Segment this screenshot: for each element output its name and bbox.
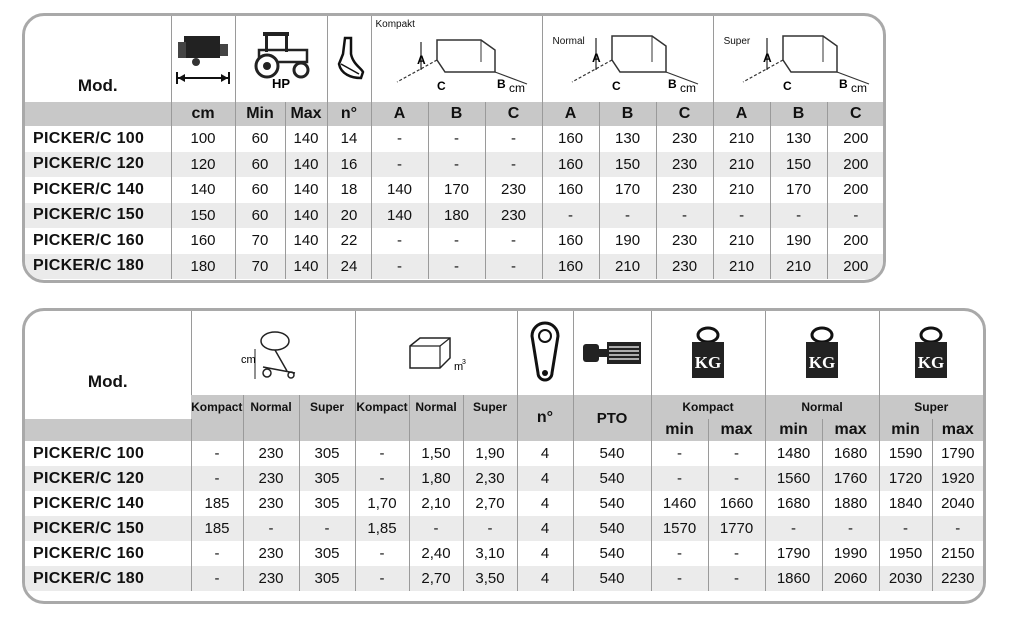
table-cell: 1,90 [463, 441, 517, 466]
table-cell: 170 [599, 177, 656, 203]
table-cell: - [708, 441, 765, 466]
table-cell: - [428, 126, 485, 152]
mower-width-icon [174, 28, 232, 90]
table-cell: 1,85 [355, 516, 409, 541]
collector-box-icon [548, 24, 708, 94]
subheader-cell: Normal [765, 395, 879, 419]
table-cell: 230 [243, 441, 299, 466]
subheader-cell: Min [235, 102, 285, 126]
table-cell: 16 [327, 152, 371, 178]
table-row [25, 152, 884, 178]
table-cell: 210 [713, 126, 770, 152]
table-cell: 230 [243, 491, 299, 516]
svg-text:A: A [591, 51, 601, 65]
table-cell: 230 [243, 466, 299, 491]
subheader-cell: B [770, 102, 827, 126]
table-cell: - [428, 228, 485, 254]
table-cell: 160 [171, 228, 235, 254]
table-cell: 140 [371, 203, 428, 229]
table-cell: 60 [235, 203, 285, 229]
weight-super-header [879, 311, 983, 395]
table-cell: 200 [827, 152, 884, 178]
model-name: PICKER/C 140 [33, 180, 145, 198]
lift-height-icon [233, 323, 313, 383]
table-cell: 1680 [822, 441, 879, 466]
table-cell: - [708, 541, 765, 566]
kompakt-header [371, 16, 542, 102]
table-cell: 120 [171, 152, 235, 178]
table-cell: 170 [770, 177, 827, 203]
weight-kg-icon [802, 326, 842, 380]
volume-header [355, 311, 517, 395]
table-cell: 210 [713, 177, 770, 203]
table-cell: 1,50 [409, 441, 463, 466]
table-row [25, 516, 983, 541]
table-cell: 3,50 [463, 566, 517, 591]
subheader-cell: Super [879, 395, 983, 419]
table-cell: 180 [428, 203, 485, 229]
pto-shaft-icon [581, 338, 643, 368]
model-name: PICKER/C 160 [33, 231, 145, 249]
table-cell: 200 [827, 126, 884, 152]
table-cell: - [355, 466, 409, 491]
model-name: PICKER/C 120 [25, 152, 171, 178]
specs-table-bottom [22, 308, 986, 604]
table-cell: 160 [542, 228, 599, 254]
table-row [25, 177, 884, 203]
table-cell: 170 [428, 177, 485, 203]
table-cell: - [485, 126, 542, 152]
table-cell: 60 [235, 177, 285, 203]
model-name: PICKER/C 180 [25, 566, 191, 591]
table-cell: 230 [656, 254, 713, 280]
subheader-cell: Kompact [355, 395, 409, 419]
table-cell: 1990 [822, 541, 879, 566]
table-cell: 210 [599, 254, 656, 280]
table-cell: 4 [517, 441, 573, 466]
table-cell: - [355, 441, 409, 466]
table-cell: 1950 [879, 541, 932, 566]
table-cell: - [371, 228, 428, 254]
capacity-weight-table [25, 311, 983, 591]
svg-text:B: B [496, 77, 506, 91]
svg-text:3: 3 [462, 359, 466, 366]
table-cell: - [428, 152, 485, 178]
table-cell: 20 [327, 203, 371, 229]
svg-text:A: A [416, 53, 426, 67]
table-cell: - [765, 516, 822, 541]
model-name: PICKER/C 100 [33, 444, 145, 462]
table-cell: 1790 [932, 441, 983, 466]
table-cell: 60 [235, 126, 285, 152]
table-cell: 60 [235, 152, 285, 178]
table-cell: 540 [573, 566, 651, 591]
table-cell: 150 [599, 152, 656, 178]
table-cell: 540 [573, 491, 651, 516]
table-cell: 230 [243, 566, 299, 591]
volume-box-icon [396, 328, 476, 378]
subheader-cell: Super [463, 395, 517, 419]
weight-kg-icon [688, 326, 728, 380]
table-cell: 160 [542, 177, 599, 203]
table-cell: - [713, 203, 770, 229]
model-name: PICKER/C 150 [25, 516, 191, 541]
table-cell: 190 [599, 228, 656, 254]
table-cell: 140 [285, 228, 327, 254]
svg-text:KG: KG [808, 353, 836, 372]
table-cell: - [656, 203, 713, 229]
collector-box-icon [377, 24, 537, 94]
group-kompakt-label: Kompakt [375, 19, 415, 30]
table-cell: 4 [517, 566, 573, 591]
table-cell: - [651, 566, 708, 591]
specs-table-top [22, 13, 886, 283]
table-cell: 305 [299, 541, 355, 566]
table-cell: 1480 [765, 441, 822, 466]
table-cell: 1460 [651, 491, 708, 516]
table-row [25, 228, 884, 254]
subheader-cell: Normal [243, 395, 299, 419]
subheader-cell: PTO [573, 395, 651, 441]
subheader-cell: A [542, 102, 599, 126]
table-cell: 2,40 [409, 541, 463, 566]
svg-text:KG: KG [694, 353, 722, 372]
svg-text:cm: cm [241, 354, 256, 366]
table-cell: - [879, 516, 932, 541]
table-cell: 160 [542, 152, 599, 178]
table-cell: 1680 [765, 491, 822, 516]
table-cell: - [299, 516, 355, 541]
table-cell: 1920 [932, 466, 983, 491]
table1-body [25, 126, 884, 279]
table-cell: - [708, 566, 765, 591]
table-cell: 150 [171, 203, 235, 229]
table-cell: 210 [713, 254, 770, 280]
svg-text:C: C [436, 79, 446, 93]
table-cell: 4 [517, 491, 573, 516]
table-cell: - [827, 203, 884, 229]
subheader-cell: Normal [409, 395, 463, 419]
tractor-icon [245, 28, 317, 90]
table-cell: 1760 [822, 466, 879, 491]
svg-text:A: A [762, 51, 772, 65]
table-cell: 1860 [765, 566, 822, 591]
subheader-cell: max [708, 419, 765, 441]
table-cell: - [932, 516, 983, 541]
table-cell: 160 [542, 254, 599, 280]
table-cell: 200 [827, 177, 884, 203]
table-cell: 2060 [822, 566, 879, 591]
table-cell: 540 [573, 466, 651, 491]
subheader-cell: C [827, 102, 884, 126]
table-cell: 2,70 [463, 491, 517, 516]
table-cell: 70 [235, 254, 285, 280]
subheader-cell: A [713, 102, 770, 126]
mod-header: Mod. [77, 76, 118, 95]
weight-normal-header [765, 311, 879, 395]
subheader-cell: C [656, 102, 713, 126]
table-cell: 210 [713, 152, 770, 178]
table-cell: 14 [327, 126, 371, 152]
model-name: PICKER/C 160 [33, 544, 145, 562]
table-cell: 230 [243, 541, 299, 566]
belt-pulley-icon [528, 319, 562, 387]
table-cell: 305 [299, 441, 355, 466]
table-cell: 1770 [708, 516, 765, 541]
table-cell: - [485, 152, 542, 178]
table-cell: 540 [573, 541, 651, 566]
table-cell: 140 [285, 177, 327, 203]
table2-body [25, 441, 983, 591]
table-cell: - [822, 516, 879, 541]
subheader-cell: A [371, 102, 428, 126]
table-cell: - [371, 152, 428, 178]
table-row [25, 541, 983, 566]
table-cell: 140 [171, 177, 235, 203]
subheader-cell: cm [171, 102, 235, 126]
table-cell: 4 [517, 466, 573, 491]
normal-header [542, 16, 713, 102]
table-cell: 140 [285, 152, 327, 178]
table-cell: 305 [299, 566, 355, 591]
table-cell: 130 [599, 126, 656, 152]
subheader-cell: B [428, 102, 485, 126]
subheader-cell: B [599, 102, 656, 126]
subheader-cell: max [932, 419, 983, 441]
table-cell: 4 [517, 516, 573, 541]
subheader-cell: Kompact [651, 395, 765, 419]
table-cell: 210 [770, 254, 827, 280]
table-cell: 160 [542, 126, 599, 152]
table-cell: 1,70 [355, 491, 409, 516]
pto-header [573, 311, 651, 395]
table-cell: 1880 [822, 491, 879, 516]
table-cell: - [243, 516, 299, 541]
table-cell: - [463, 516, 517, 541]
table-cell: - [409, 516, 463, 541]
table-cell: 230 [656, 152, 713, 178]
svg-text:cm: cm [850, 81, 867, 94]
table-row [25, 441, 983, 466]
table-cell: - [651, 441, 708, 466]
svg-text:B: B [838, 77, 848, 91]
table-cell: - [191, 566, 243, 591]
table-cell: - [355, 566, 409, 591]
table-cell: 540 [573, 441, 651, 466]
blade-icon [331, 34, 367, 84]
table-cell: 230 [656, 228, 713, 254]
table-cell: - [355, 541, 409, 566]
svg-text:C: C [782, 79, 792, 93]
table-cell: 230 [485, 203, 542, 229]
svg-text:m: m [454, 361, 464, 373]
table-cell: 2230 [932, 566, 983, 591]
svg-text:B: B [667, 77, 677, 91]
table-cell: - [708, 466, 765, 491]
table-cell: 100 [171, 126, 235, 152]
table-cell: 140 [285, 126, 327, 152]
svg-text:C: C [611, 79, 621, 93]
table-cell: 230 [485, 177, 542, 203]
table-cell: - [485, 228, 542, 254]
subheader-row-2 [25, 419, 983, 441]
svg-text:cm: cm [508, 81, 525, 94]
table-cell: 2,10 [409, 491, 463, 516]
table-cell: 230 [656, 126, 713, 152]
table-cell: 140 [371, 177, 428, 203]
table-cell: - [191, 441, 243, 466]
subheader-row [25, 102, 884, 126]
model-name: PICKER/C 120 [25, 466, 191, 491]
table-cell: 1840 [879, 491, 932, 516]
table-cell: - [542, 203, 599, 229]
width-header [171, 16, 235, 102]
table-cell: 2,30 [463, 466, 517, 491]
collector-box-icon [719, 24, 879, 94]
table-cell: - [599, 203, 656, 229]
table-cell: 210 [713, 228, 770, 254]
table-cell: 185 [191, 491, 243, 516]
table-cell: 130 [770, 126, 827, 152]
table-cell: 24 [327, 254, 371, 280]
blades-header [327, 16, 371, 102]
table-cell: - [191, 541, 243, 566]
table-cell: 1590 [879, 441, 932, 466]
table-cell: 1660 [708, 491, 765, 516]
table-row [25, 126, 884, 152]
subheader-cell: max [822, 419, 879, 441]
table-cell: 4 [517, 541, 573, 566]
group-super-label: Super [723, 36, 751, 47]
table-cell: 190 [770, 228, 827, 254]
model-name: PICKER/C 180 [25, 254, 171, 280]
model-name: PICKER/C 150 [25, 203, 171, 229]
table-cell: 180 [171, 254, 235, 280]
subheader-cell: C [485, 102, 542, 126]
table-cell: 1560 [765, 466, 822, 491]
table-cell: - [651, 541, 708, 566]
table-cell: 2040 [932, 491, 983, 516]
subheader-cell: n° [517, 395, 573, 441]
table-cell: 70 [235, 228, 285, 254]
table-cell: - [770, 203, 827, 229]
table-row [25, 203, 884, 229]
table-cell: 200 [827, 228, 884, 254]
table-cell: 3,10 [463, 541, 517, 566]
table-cell: 540 [573, 516, 651, 541]
weight-kg-icon [911, 326, 951, 380]
table-cell: 140 [285, 203, 327, 229]
table-cell: 305 [299, 466, 355, 491]
subheader-cell: min [879, 419, 932, 441]
table-cell: 230 [656, 177, 713, 203]
table-cell: - [191, 466, 243, 491]
table-cell: - [428, 254, 485, 280]
super-header [713, 16, 884, 102]
table-row [25, 466, 983, 491]
table-cell: 140 [285, 254, 327, 280]
table-cell: 1,80 [409, 466, 463, 491]
dimensions-table [25, 16, 884, 279]
belts-header [517, 311, 573, 395]
table-cell: 200 [827, 254, 884, 280]
table-cell: 2,70 [409, 566, 463, 591]
subheader-cell: Super [299, 395, 355, 419]
table-cell: 185 [191, 516, 243, 541]
model-name: PICKER/C 140 [33, 494, 145, 512]
table-cell: 305 [299, 491, 355, 516]
table-cell: 22 [327, 228, 371, 254]
weight-kompact-header [651, 311, 765, 395]
subheader-cell: min [765, 419, 822, 441]
table-cell: 18 [327, 177, 371, 203]
subheader-cell: min [651, 419, 708, 441]
svg-text:HP: HP [271, 76, 291, 90]
table-cell: - [371, 254, 428, 280]
table-cell: 150 [770, 152, 827, 178]
table-row [25, 491, 983, 516]
subheader-cell: Kompact [191, 395, 243, 419]
table-row [25, 254, 884, 280]
table-row [25, 566, 983, 591]
subheader-cell: n° [327, 102, 371, 126]
model-name: PICKER/C 100 [33, 129, 145, 147]
subheader-cell: Max [285, 102, 327, 126]
table-cell: - [371, 126, 428, 152]
table-cell: 2150 [932, 541, 983, 566]
table-cell: - [485, 254, 542, 280]
svg-text:cm: cm [679, 81, 696, 94]
table-cell: 1790 [765, 541, 822, 566]
hp-header [235, 16, 327, 102]
mod-header: Mod. [87, 372, 128, 391]
table-cell: - [651, 466, 708, 491]
svg-text:KG: KG [918, 353, 945, 372]
group-normal-label: Normal [552, 36, 585, 47]
table-cell: 1570 [651, 516, 708, 541]
table-cell: 2030 [879, 566, 932, 591]
table-cell: 1720 [879, 466, 932, 491]
lift-header [191, 311, 355, 395]
